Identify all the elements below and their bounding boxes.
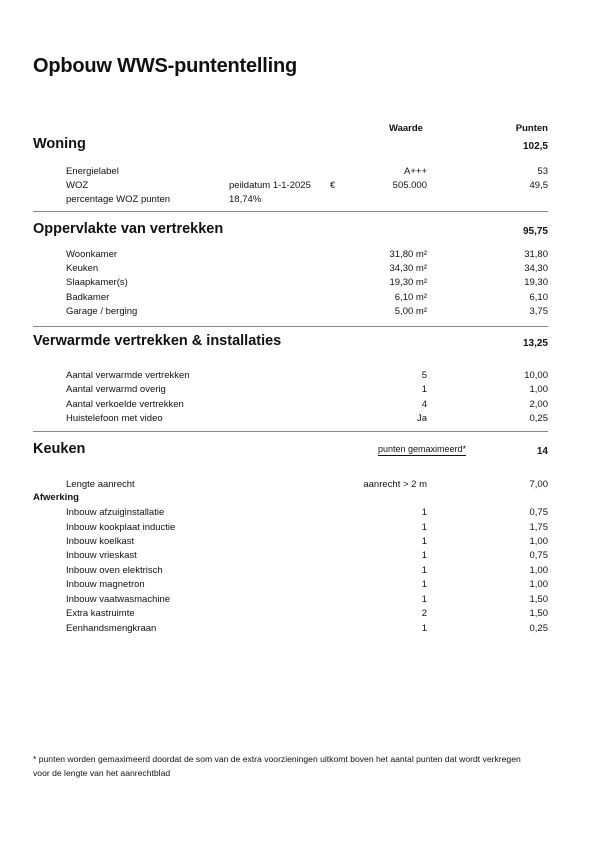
column-header-waarde: Waarde <box>389 123 423 134</box>
row-label: Keuken <box>66 263 99 274</box>
row-points: 2,00 <box>529 399 548 410</box>
row-value: 31,80 m² <box>389 249 427 260</box>
row-points: 6,10 <box>529 292 548 303</box>
row-value: 5,00 m² <box>394 306 427 317</box>
row-value: 5 <box>421 370 427 381</box>
table-row <box>0 384 595 398</box>
row-extra: 18,74% <box>229 194 262 205</box>
section-points-woning: 102,5 <box>522 141 548 152</box>
row-label: Garage / berging <box>66 306 138 317</box>
table-row <box>0 594 595 608</box>
row-label: Inbouw kookplaat inductie <box>66 522 176 533</box>
row-value: 1 <box>421 522 427 533</box>
row-points: 1,50 <box>529 594 548 605</box>
row-label: Huistelefoon met video <box>66 413 163 424</box>
row-points: 34,30 <box>524 263 548 274</box>
section-title-woning: Woning <box>33 136 86 152</box>
table-row <box>0 608 595 622</box>
row-label: Inbouw afzuiginstallatie <box>66 507 165 518</box>
row-value: 1 <box>421 594 427 605</box>
row-value: 1 <box>421 507 427 518</box>
page-title: Opbouw WWS-puntentelling <box>33 55 298 77</box>
section-title-oppervlakte: Oppervlakte van vertrekken <box>33 221 224 237</box>
table-row <box>0 479 595 493</box>
table-row <box>0 399 595 413</box>
table-row <box>0 194 595 208</box>
table-row <box>0 413 595 427</box>
table-row <box>0 306 595 320</box>
row-label: Extra kastruimte <box>66 608 135 619</box>
row-extra: peildatum 1-1-2025 <box>229 180 311 191</box>
row-points: 0,75 <box>529 507 548 518</box>
row-label: Inbouw oven elektrisch <box>66 565 163 576</box>
row-value: 19,30 m² <box>389 277 427 288</box>
table-row <box>0 180 595 194</box>
row-points: 0,25 <box>529 623 548 634</box>
column-header-punten: Punten <box>515 123 548 134</box>
row-value: Ja <box>416 413 427 424</box>
row-points: 3,75 <box>529 306 548 317</box>
table-row <box>0 166 595 180</box>
row-value: aanrecht > 2 m <box>363 479 427 490</box>
row-label: Inbouw vrieskast <box>66 550 137 561</box>
row-points: 0,75 <box>529 550 548 561</box>
row-label: Aantal verkoelde vertrekken <box>66 399 184 410</box>
table-row <box>0 249 595 263</box>
row-points: 1,00 <box>529 565 548 576</box>
row-points: 1,00 <box>529 384 548 395</box>
row-label: Aantal verwarmd overig <box>66 384 166 395</box>
row-label: Eenhandsmengkraan <box>66 623 157 634</box>
table-row <box>0 522 595 536</box>
table-row <box>0 370 595 384</box>
table-row <box>0 277 595 291</box>
row-points: 1,50 <box>529 608 548 619</box>
section-points-keuken: 14 <box>536 446 548 457</box>
table-row <box>0 292 595 306</box>
row-label: Inbouw koelkast <box>66 536 135 547</box>
row-points: 1,75 <box>529 522 548 533</box>
row-label: Woonkamer <box>66 249 118 260</box>
row-points: 0,25 <box>529 413 548 424</box>
row-label: Inbouw magnetron <box>66 579 145 590</box>
max-points-note: punten gemaximeerd* <box>378 444 467 454</box>
row-points: 19,30 <box>524 277 548 288</box>
table-row <box>0 565 595 579</box>
row-points: 7,00 <box>529 479 548 490</box>
row-label: Energielabel <box>66 166 119 177</box>
row-value: 1 <box>421 536 427 547</box>
row-label: WOZ <box>66 180 89 191</box>
row-label: Inbouw vaatwasmachine <box>66 594 171 605</box>
row-label: Slaapkamer(s) <box>66 277 128 288</box>
section-title-verwarmd: Verwarmde vertrekken & installaties <box>33 333 282 349</box>
footnote: * punten worden gemaximeerd doordat de som van de extra voorzieningen uitkomt boven het aantal punten dat wordt verkregen voor de lengte van het aanrechtblad <box>33 754 521 778</box>
section-points-oppervlakte: 95,75 <box>522 226 548 237</box>
row-points: 10,00 <box>524 370 548 381</box>
row-value: 1 <box>421 550 427 561</box>
section-divider <box>33 326 548 327</box>
row-value: 2 <box>421 608 427 619</box>
row-points: 1,00 <box>529 579 548 590</box>
row-label: Badkamer <box>66 292 110 303</box>
row-value: 1 <box>421 384 427 395</box>
table-row <box>0 623 595 637</box>
table-row <box>0 550 595 564</box>
row-value: 34,30 m² <box>389 263 427 274</box>
row-label: Aantal verwarmde vertrekken <box>66 370 190 381</box>
table-row <box>0 263 595 277</box>
row-value: 505.000 <box>392 180 427 191</box>
afwerking-subheading: Afwerking <box>33 492 79 503</box>
row-value: A+++ <box>404 166 427 177</box>
table-row <box>0 579 595 593</box>
section-divider <box>33 211 548 212</box>
row-points: 49,5 <box>529 180 548 191</box>
row-points: 31,80 <box>524 249 548 260</box>
row-value: 1 <box>421 565 427 576</box>
currency-symbol: € <box>330 180 336 191</box>
row-label: Lengte aanrecht <box>66 479 135 490</box>
row-points: 53 <box>537 166 548 177</box>
row-label: percentage WOZ punten <box>66 194 171 205</box>
section-title-keuken: Keuken <box>33 441 86 457</box>
row-value: 6,10 m² <box>394 292 427 303</box>
section-points-verwarmd: 13,25 <box>522 338 548 349</box>
row-value: 4 <box>421 399 427 410</box>
table-row <box>0 507 595 521</box>
row-value: 1 <box>421 579 427 590</box>
table-row <box>0 536 595 550</box>
section-divider <box>33 431 548 432</box>
row-value: 1 <box>421 623 427 634</box>
row-points: 1,00 <box>529 536 548 547</box>
